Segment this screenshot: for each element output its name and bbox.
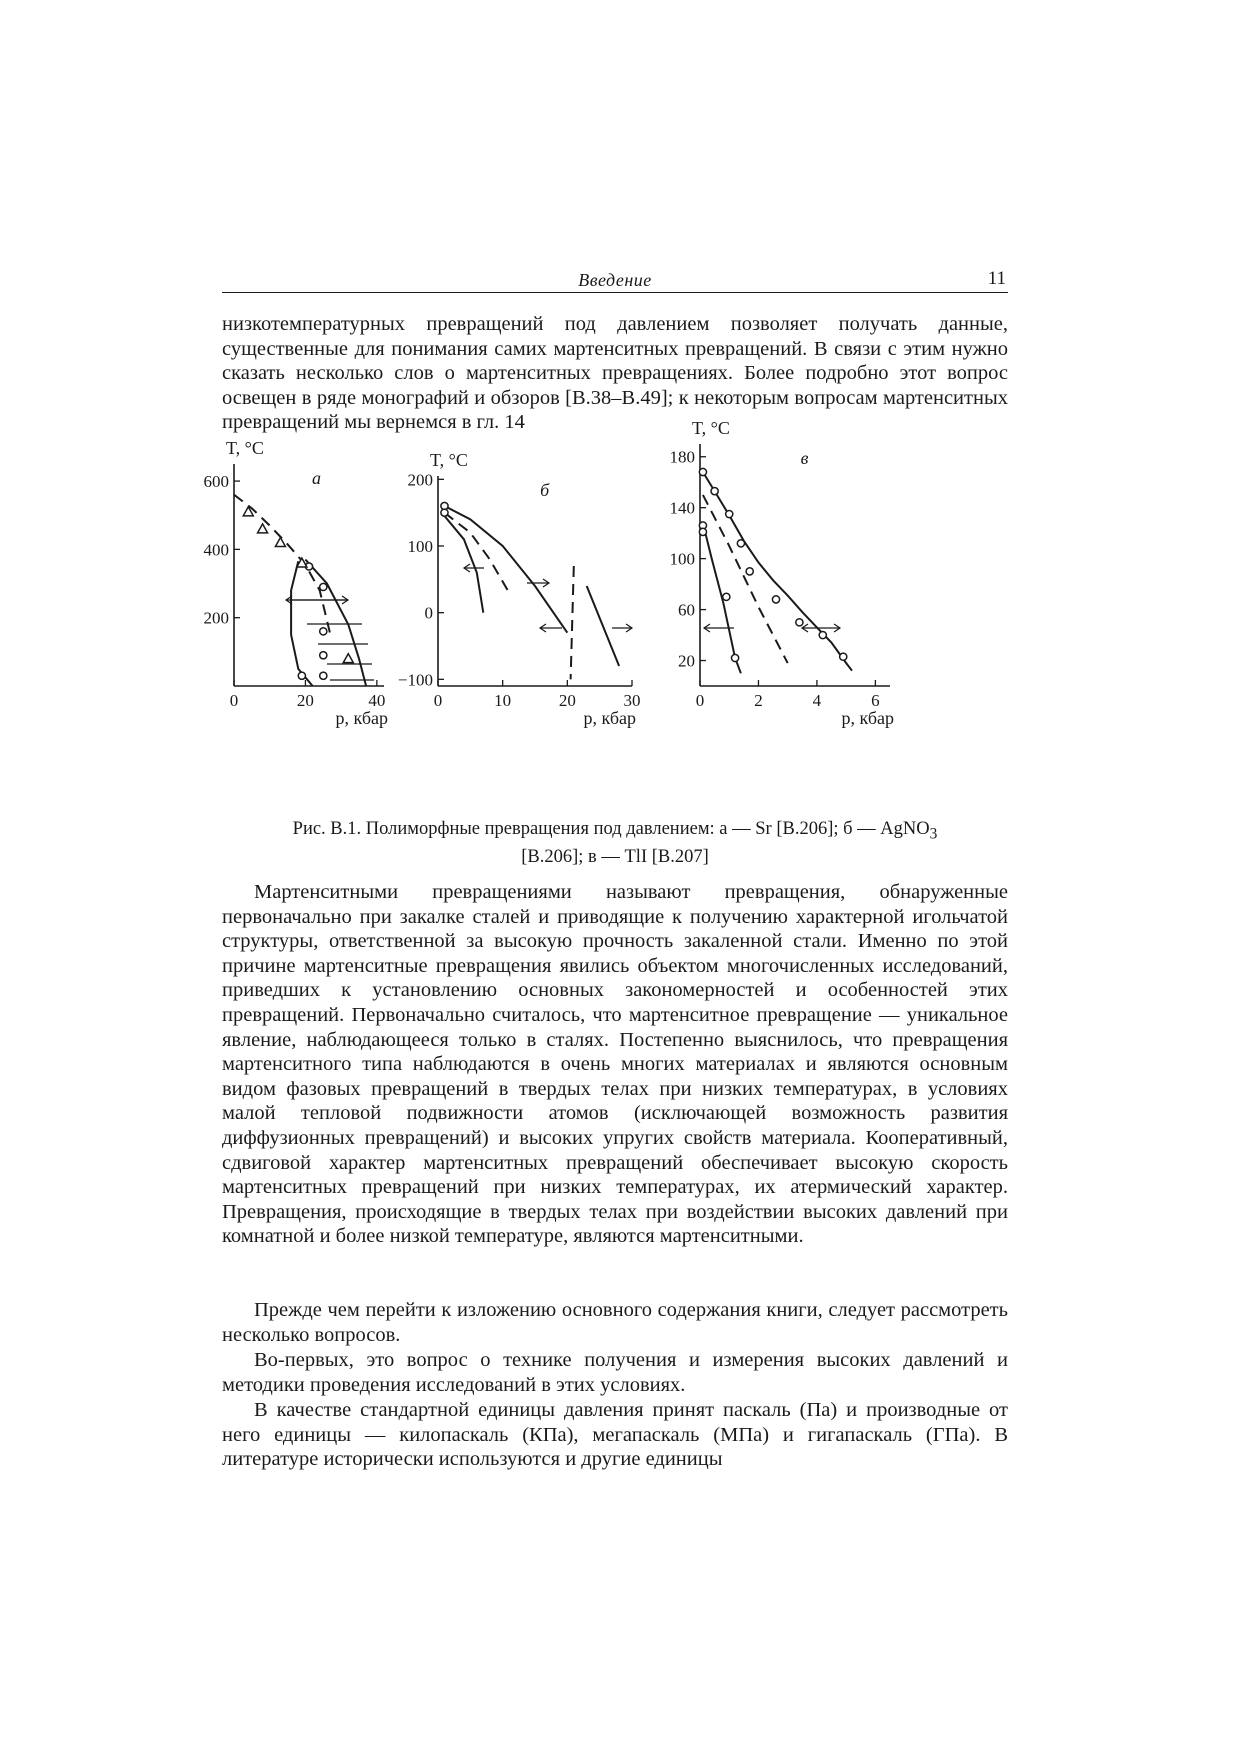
running-title: Введение: [578, 270, 652, 290]
caption-text-line1: Полиморфные превращения под давлением: а — Sr [В.206]; б — AgNO: [365, 819, 930, 839]
data-point-circle: [840, 653, 847, 660]
y-tick-label: 140: [669, 498, 695, 518]
paragraph-questions: Прежде чем перейти к изложению основного содержания книги, следует рассмотреть несколько вопросов.: [222, 1299, 1008, 1346]
panel-a: [204, 438, 389, 728]
series-line: [445, 516, 484, 613]
y-tick-label: 180: [669, 447, 695, 467]
page-number: 11: [987, 268, 1006, 289]
running-header: [222, 268, 1008, 293]
data-point-circle: [796, 619, 803, 626]
y-tick-label: 100: [407, 537, 433, 556]
x-tick-label: 10: [494, 691, 512, 710]
panel-letter: а: [312, 468, 321, 488]
series-line: [571, 566, 574, 679]
paragraph-martensite: Мартенситными превращениями называют превращения, обнаруженные первоначально при закалке сталей и приводящие к получению характерной игольчатой структуры, ответственной за высокую прочность закаленной стали. Именно по этой причине мартенситные превращения явились объектом многочисленных исследований, приведших к установлению основных закономерностей и особенностей этих превращений. Первоначально считалось, что мартенситное превращение — уникальное явление, наблюдающееся только в сталях. Постепенно выяснилось, что превращения мартенситного типа наблюдаются в очень многих материалах и являются основным видом фазовых превращений в твердых телах при низких температурах, в условиях малой тепловой подвижности атомов (исключающей возможность развития диффузионных превращений) и высоких упругих свойств материала. Кооперативный, сдвиговой характер мартенситных превращений обеспечивает высокую скорость мартенситных превращений при низких температурах, их атермический характер. Превращения, происходящие в твердых телах при воздействии высоких давлений при комнатной и более низкой температуре, являются мартенситными.: [222, 881, 1008, 1248]
panel-c: [670, 418, 895, 728]
data-point-circle: [819, 631, 826, 638]
series-line: [305, 560, 366, 686]
data-point-circle: [711, 488, 718, 495]
y-tick-label: 0: [424, 603, 433, 623]
data-point-triangle: [275, 538, 285, 547]
data-point-circle: [699, 528, 706, 535]
data-point-circle: [726, 510, 733, 517]
paragraph-units: В качестве стандартной единицы давления принят паскаль (Па) и производные от него единицы — килопаскаль (КПа), мегапаскаль (МПа) и гигапаскаль (ГПа). В литературе исторически используются и другие единицы: [222, 1399, 1008, 1471]
y-tick-label: 600: [203, 472, 229, 492]
y-tick-label: 200: [203, 608, 229, 628]
y-axis-label: T, °C: [226, 438, 264, 458]
data-point-circle: [699, 468, 706, 475]
data-point-circle: [320, 652, 327, 659]
x-tick-label: 30: [623, 691, 641, 710]
data-point-circle: [772, 596, 779, 603]
paragraph-first: Во-первых, это вопрос о технике получения и измерения высоких давлений и методики проведения исследований в этих условиях.: [222, 1349, 1008, 1396]
y-axis-label: T, °C: [692, 418, 730, 438]
x-axis-label: p, кбар: [841, 708, 894, 728]
panel-letter: б: [540, 480, 550, 500]
caption-subscript: 3: [929, 825, 938, 843]
panel-b: [398, 450, 641, 728]
data-point-circle: [737, 540, 744, 547]
x-tick-label: 20: [558, 691, 576, 710]
x-tick-label: 0: [433, 691, 443, 710]
data-point-triangle: [258, 524, 268, 533]
y-tick-label: 20: [678, 651, 695, 671]
x-tick-label: 0: [695, 691, 705, 710]
data-point-circle: [731, 654, 738, 661]
x-tick-label: 20: [296, 691, 314, 710]
data-point-circle: [320, 628, 327, 635]
data-point-triangle: [343, 654, 353, 663]
y-axis-label: T, °C: [430, 450, 468, 470]
data-point-circle: [320, 672, 327, 679]
data-point-circle: [298, 672, 305, 679]
x-tick-label: 4: [812, 691, 822, 710]
y-tick-label: −100: [397, 670, 433, 690]
caption-text-line2: [В.206]; в — TlI [В.207]: [521, 846, 709, 867]
caption-label: Рис. В.1.: [292, 819, 362, 839]
data-point-circle: [441, 509, 448, 516]
x-tick-label: 6: [871, 691, 880, 710]
data-point-circle: [723, 593, 730, 600]
x-axis-label: p, кбар: [583, 708, 636, 728]
y-tick-label: 200: [407, 470, 433, 490]
data-point-circle: [746, 568, 753, 575]
series-line: [445, 506, 568, 633]
x-tick-label: 2: [754, 691, 763, 710]
panel-letter: в: [800, 448, 809, 468]
series-line: [703, 523, 741, 673]
x-axis-label: p, кбар: [335, 708, 388, 728]
y-tick-label: 100: [669, 549, 695, 569]
data-point-circle: [320, 583, 327, 590]
y-tick-label: 400: [203, 540, 229, 560]
series-line: [703, 495, 788, 663]
series-line: [703, 472, 852, 671]
figure-phase-diagrams: [203, 418, 1022, 810]
y-tick-label: 60: [678, 600, 695, 620]
figure-caption: [222, 818, 1008, 869]
paragraph-intro: низкотемпературных превращений под давлением позволяет получать данные, существенные для понимания самих мартенситных превращений. В связи с этим нужно сказать несколько слов о мартенситных превращениях. Более подробно этот вопрос освещен в ряде монографий и обзоров [В.38–В.49]; к некоторым вопросам мартенситных превращений мы вернемся в гл. 14: [222, 313, 1008, 434]
series-line: [587, 586, 619, 666]
x-tick-label: 40: [368, 691, 386, 710]
x-tick-label: 0: [229, 691, 239, 710]
